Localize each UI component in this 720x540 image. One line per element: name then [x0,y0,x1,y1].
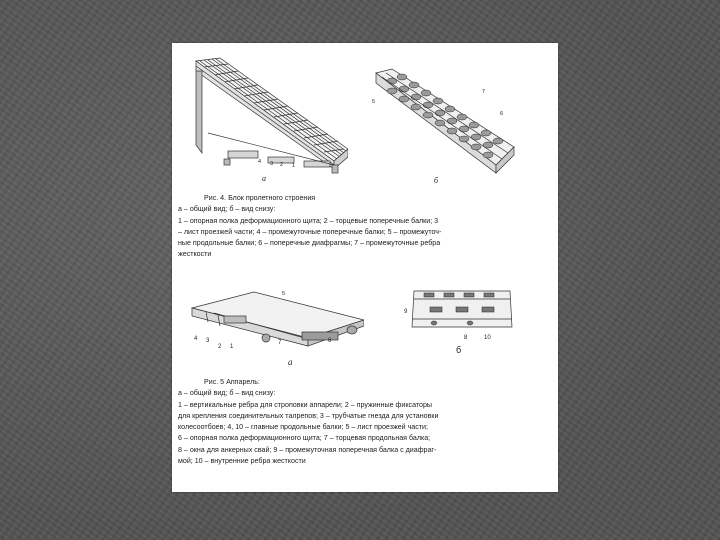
figure4-bottom-view-drawing [362,63,522,193]
fig5-callout-1: 1 [230,344,234,350]
fig5-callout-10: 10 [484,335,491,341]
fig5-callout-6: 6 [328,338,332,344]
fig5-callout-9: 9 [404,309,408,315]
figure5-title: Рис. 5 Аппарель: [204,378,260,386]
figure5-general-view-drawing [184,286,364,371]
figure5-caption-line: колесоотбоев; 4, 10 – главные продольные балки; 5 – лист проезжей части; [178,423,428,432]
document-page [172,43,558,492]
figure5-caption-line: для крепления соединительных талрепов; 3 – трубчатые гнезда для установки [178,411,439,420]
figure4-title: Рис. 4. Блок пролетного строения [204,194,316,202]
figure5-caption-line: 8 – окна для анкерных свай; 9 – промежуточная поперечная балка с диафраг- [178,445,437,454]
fig4-callout-7: 7 [482,89,486,95]
fig4-callout-5: 5 [372,99,376,105]
fig5-callout-2: 2 [218,344,222,350]
figure4-caption-line: ные продольные балки; 6 – поперечные диафрагмы; 7 – промежуточные ребра [178,239,441,248]
fig5-callout-7: 7 [278,340,282,346]
figure5-caption-line: а – общий вид; б – вид снизу: [178,389,276,398]
figure4-caption [178,193,441,261]
figure5-caption-line: 1 – вертикальные ребра для строповки аппарели; 2 – пружинные фиксаторы [178,400,433,409]
fig5-callout-8: 8 [464,335,468,341]
fig4-callout-3: 3 [270,161,274,167]
fig4-right-sublabel: б [434,176,439,185]
figure5-caption [178,377,438,467]
fig4-left-sublabel: а [262,174,266,183]
fig4-callout-2: 2 [280,162,284,168]
fig4-callout-1: 1 [292,163,296,169]
fig4-callout-6: 6 [500,111,504,117]
fig5-right-sublabel: б [456,345,462,355]
figure4-caption-line: – лист проезжей части; 4 – промежуточные поперечные балки; 5 – промежуточ- [178,227,442,236]
figure5-bottom-view-drawing [400,287,520,369]
fig4-callout-4: 4 [258,159,262,165]
fig5-callout-4: 4 [194,336,198,342]
fig5-left-sublabel: а [288,357,293,367]
fig5-callout-3: 3 [206,338,210,344]
figure5-caption-line: 6 – опорная полка деформационного щита; 7 – торцевая продольная балка; [178,434,431,443]
figure4-caption-line: а – общий вид; б – вид снизу: [178,205,276,214]
figure4-caption-line: жесткости [178,250,212,259]
figure5-caption-line: мой; 10 – внутренние ребра жесткости [178,457,306,466]
figure4-general-view-drawing [188,53,348,193]
figure4-caption-line: 1 – опорная полка деформационного щита; 2 – торцевые поперечные балки; 3 [178,216,439,225]
fig5-callout-5: 5 [282,291,286,297]
